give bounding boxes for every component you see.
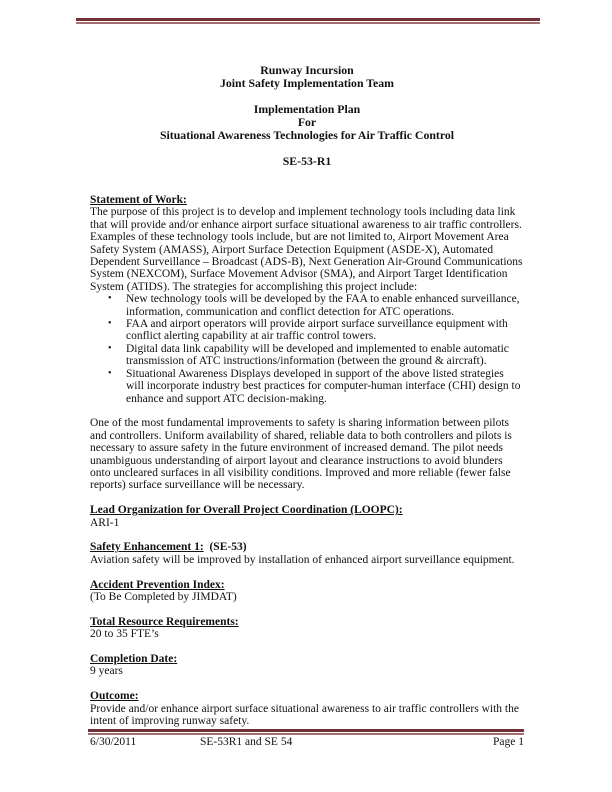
footer-page-number: Page 1 — [493, 736, 524, 748]
bullet-icon: • — [108, 293, 112, 305]
footer-border-rule — [88, 729, 524, 735]
title-line-subject: Situational Awareness Technologies for Air Traffic Control — [159, 128, 455, 142]
header-border-rule — [76, 18, 540, 24]
section-body: Provide and/or enhance airport surface situational awareness to air traffic controllers with the intent of improving runway safety. — [90, 702, 519, 727]
bullet-text: Digital data link capability will be developed and implemented to enable automatic transmission of ATC instructions/information (between the ground & aircraft). — [126, 342, 509, 368]
section-body: (To Be Completed by JIMDAT) — [90, 590, 237, 603]
footer-border-thin-line — [88, 733, 524, 735]
footer-date: 6/30/2011 — [90, 736, 137, 748]
statement-paragraph-1: The purpose of this project is to develop and implement technology tools including data link that will provide and/or enhance airport surface situational awareness to air traffic controllers. Examples of these technology tools include, but are not limited to, Airport Movement Area Safety System (AMASS), Airport Surface Detection Equipment (ASDE-X), Automated Dependent Surveillance – Broadcast (ADS-B), Next Generation Air-Ground Communications System (NEXCOM), Surface Movement Advisor (SMA), and Airport Target Identification System (ATIDS). The strategies for accomplishing this project include: — [90, 206, 523, 293]
document-id: SE-53-R1 — [282, 154, 332, 168]
title-line-team-1: Runway Incursion — [260, 63, 354, 77]
bullet-text: FAA and airport operators will provide airport surface surveillance equipment with conflict alerting capability at air traffic control towers. — [126, 318, 508, 343]
section-heading-text: Accident Prevention Index: — [90, 578, 225, 591]
section-heading-text: Statement of Work: — [90, 194, 187, 206]
title-line-plan: Implementation Plan — [253, 102, 361, 116]
section-body: 9 years — [90, 665, 123, 678]
list-item — [90, 343, 524, 368]
bullet-text: Situational Awareness Displays developed in support of the above listed strategies will incorporate industry best practices for computer-human interface (CHI) design to enhance and support ATC decision-making. — [126, 367, 521, 405]
section-heading — [90, 541, 524, 553]
statement-paragraph-2: One of the most fundamental improvements to safety is sharing information between pilots and controllers. Uniform availability of shared, reliable data to both controllers and pilots is necessary to assure safety in the future environment of increased demand. The pilot needs unambiguous understanding of airport layout and clearance instructions to avoid blunders onto uncleared surfaces in all visibility conditions. Improved and more reliable (fewer false reports) surface surveillance will be necessary. — [90, 417, 512, 492]
section-body: ARI-1 — [90, 516, 120, 529]
section-heading-text: Total Resource Requirements: — [90, 615, 239, 628]
section-outcome — [90, 690, 524, 727]
section-heading-statement-of-work — [90, 194, 524, 206]
list-item — [90, 318, 524, 343]
section-completion-date — [90, 653, 524, 678]
section-safety-enhancement-1 — [90, 541, 524, 566]
list-item — [90, 293, 524, 318]
section-accident-prevention-index — [90, 579, 524, 604]
section-heading — [90, 579, 524, 591]
title-line-team-2: Joint Safety Implementation Team — [219, 76, 394, 90]
bullet-text: New technology tools will be developed by the FAA to enable enhanced surveillance, information, communication and conflict detection for ATC operations. — [126, 293, 520, 318]
section-body: Aviation safety will be improved by installation of enhanced airport surveillance equipment. — [90, 553, 515, 566]
bullet-icon: • — [108, 318, 112, 330]
bullet-icon: • — [108, 342, 112, 354]
section-heading — [90, 653, 524, 665]
strategy-bullet-list — [90, 293, 524, 405]
section-heading-text: Completion Date: — [90, 652, 178, 665]
bullet-icon: • — [108, 367, 112, 379]
footer-document-reference: SE-53R1 and SE 54 — [200, 736, 293, 748]
section-heading — [90, 504, 524, 516]
title-line-for: For — [297, 115, 317, 129]
section-total-resource-requirements — [90, 616, 524, 641]
document-body — [90, 194, 524, 727]
header-border-thin-line — [76, 22, 540, 24]
section-heading — [90, 690, 524, 702]
section-heading — [90, 616, 524, 628]
section-lead-organization — [90, 504, 524, 529]
section-heading-text: Lead Organization for Overall Project Coordination (LOOPC): — [90, 504, 403, 517]
list-item — [90, 368, 524, 405]
title-block — [90, 64, 524, 168]
section-body: 20 to 35 FTE’s — [90, 628, 159, 641]
section-heading-text: Safety Enhancement 1: — [90, 541, 204, 554]
section-heading-text: Outcome: — [90, 690, 139, 703]
section-heading-suffix: (SE-53) — [203, 541, 247, 554]
